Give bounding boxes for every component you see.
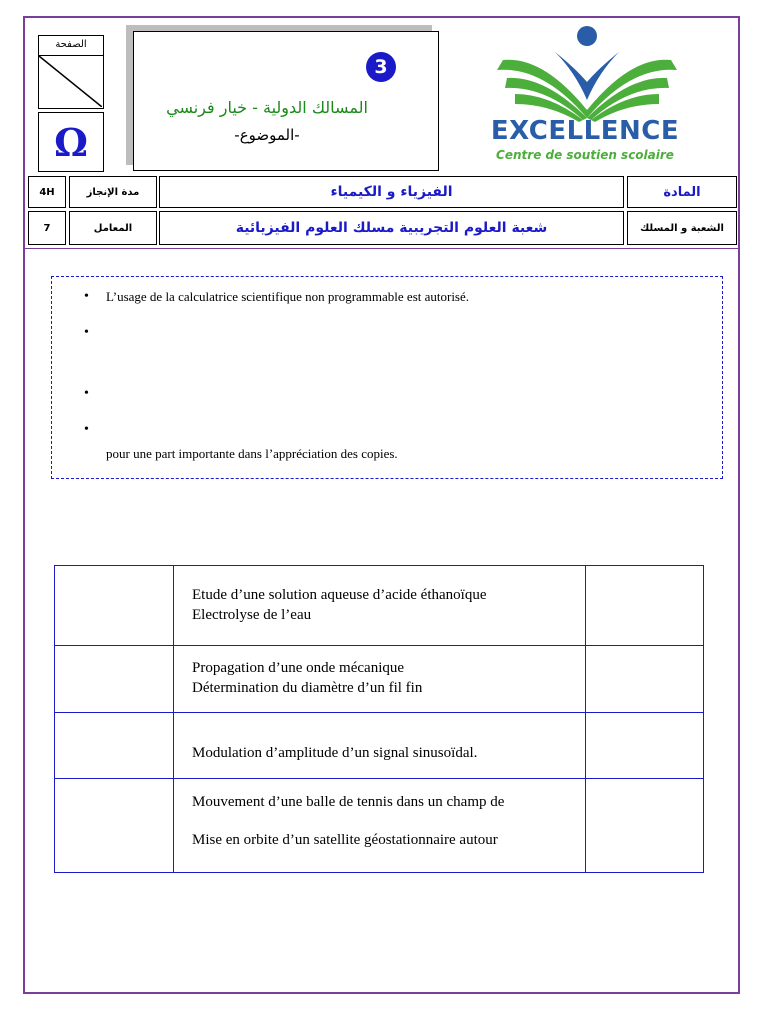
logo-title: EXCELLENCE [490,116,680,146]
topic-text: Electrolyse de l’eau [192,607,312,623]
page-label: الصفحة [39,36,103,56]
instruction-4: pour une part importante dans l’appréciation des copies. [106,446,398,461]
duration-value: 4H [28,176,66,208]
bullet-3: • [84,386,89,401]
subject-label: المادة [627,176,737,208]
table-divider [55,645,703,646]
exam-subtitle: -الموضوع- [234,126,300,144]
table-divider [55,712,703,713]
instructions-box [51,276,723,479]
table-divider [173,566,174,872]
branch-label: الشعبة و المسلك [627,211,737,245]
topic-text: Etude d’une solution aqueuse d’acide éthanoïque [192,587,487,603]
header-separator [24,248,739,249]
branch-value: شعبة العلوم التجريبية مسلك العلوم الفيزيائية [159,211,624,245]
topic-text: Propagation d’une onde mécanique [192,660,405,676]
exam-number-badge: 3 [366,52,396,82]
page-number-box [38,35,104,109]
topic-text: Mise en orbite d’un satellite géostationnaire autour [192,832,498,848]
exam-title-box [133,31,439,171]
bullet-2: • [84,325,89,340]
topic-text: Modulation d’amplitude d’un signal sinusoïdal. [192,745,478,761]
exam-title: المسالك الدولية - خيار فرنسي [166,98,368,117]
coefficient-label: المعامل [69,211,157,245]
table-divider [585,566,586,872]
topic-text: Mouvement d’une balle de tennis dans un champ de [192,794,505,810]
coefficient-value: 7 [28,211,66,245]
instruction-1: L’usage de la calculatrice scientifique non programmable est autorisé. [106,289,470,304]
logo-subtitle: Centre de soutien scolaire [496,148,674,162]
page-diagonal-line [39,56,102,107]
excellence-logo-icon [495,22,695,122]
bullet-1: • [84,289,89,304]
bullet-4: • [84,422,89,437]
table-divider [55,778,703,779]
omega-symbol: Ω [54,119,88,165]
subject-value: الفيزياء و الكيمياء [159,176,624,208]
topics-table [54,565,704,873]
page-symbol-box [38,112,104,172]
topic-text: Détermination du diamètre d’un fil fin [192,680,423,696]
duration-label: مدة الإنجاز [69,176,157,208]
